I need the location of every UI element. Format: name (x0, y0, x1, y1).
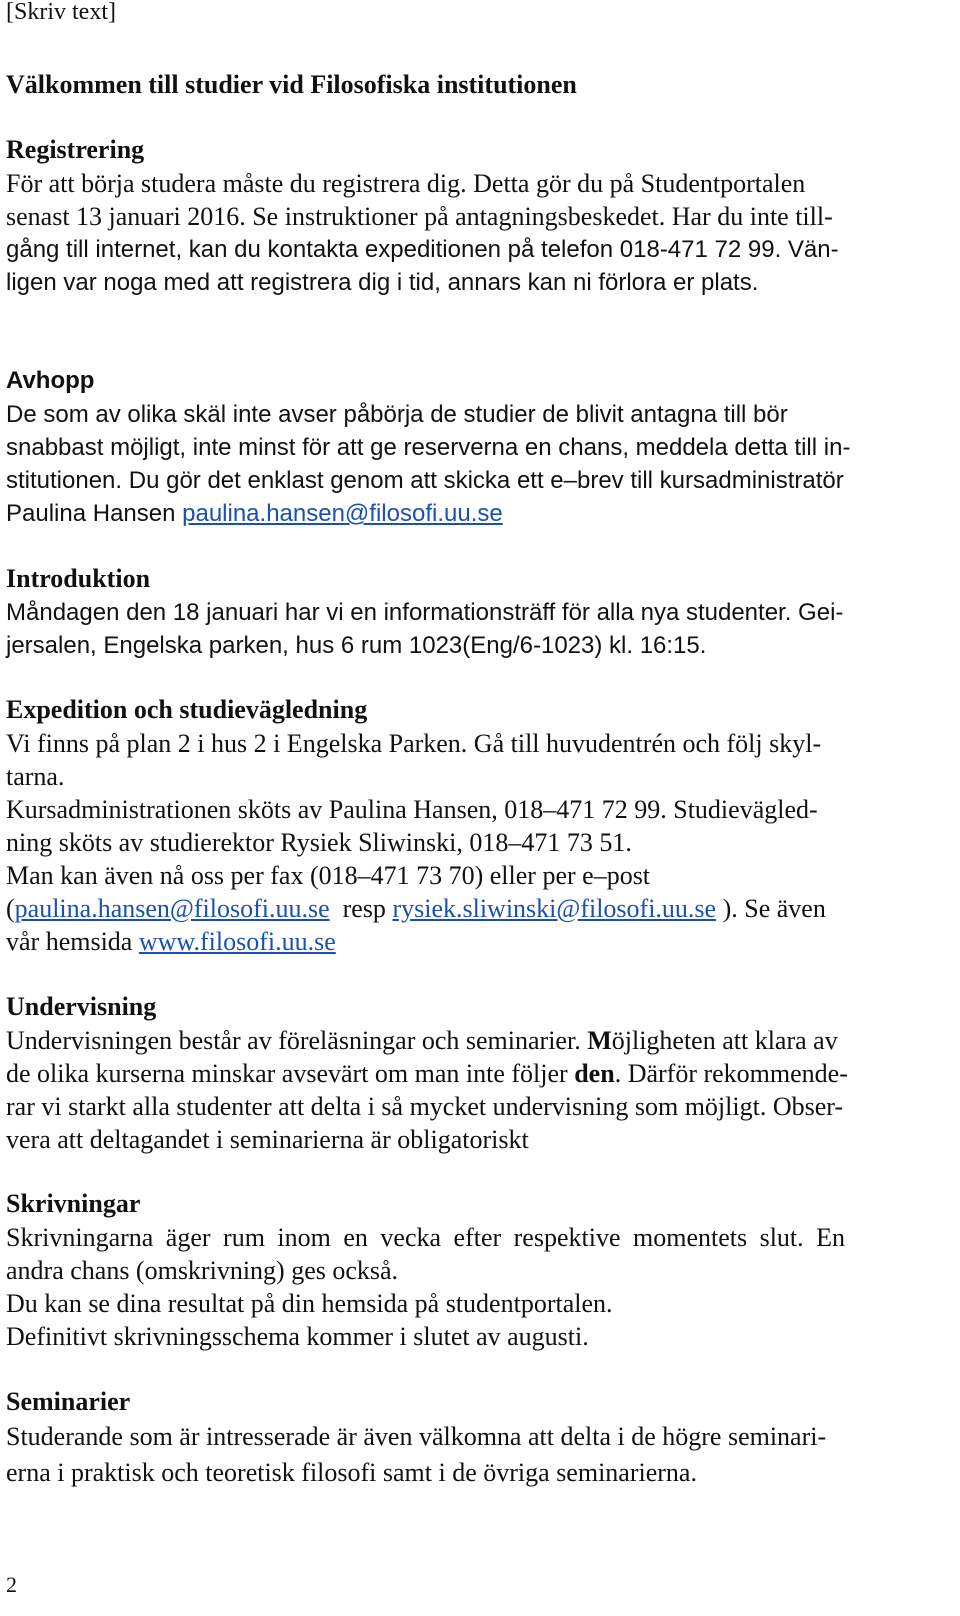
text-fragment: resp (329, 894, 393, 923)
paragraph-line: tarna. (6, 762, 65, 791)
email-link-paulina[interactable]: paulina.hansen@filosofi.uu.se (14, 894, 330, 923)
contact-name: Paulina Hansen (6, 500, 183, 527)
text-fragment: de olika kurserna minskar avsevärt om man inte följer (6, 1059, 575, 1088)
website-link[interactable]: www.filosofi.uu.se (138, 927, 336, 956)
text-fragment: Undervisningen består av föreläsningar och seminarier. (6, 1026, 588, 1055)
paragraph-line (6, 1057, 936, 1090)
page-number: 2 (6, 1572, 17, 1597)
section-heading: Introduktion (6, 564, 151, 593)
text-fragment: M (587, 1026, 612, 1055)
paragraph-line: För att börja studera måste du registrera dig. Detta gör du på Studentportalen (6, 169, 806, 198)
page-header: [Skriv text] (6, 0, 116, 25)
paragraph-line (6, 1024, 936, 1057)
paragraph-line: senast 13 januari 2016. Se instruktioner på antagningsbeskedet. Har du inte till- (6, 202, 833, 231)
paragraph-line: gång till internet, kan du kontakta expeditionen på telefon 018-471 72 99. Vän- (6, 236, 839, 263)
paragraph-line: Skrivningarna äger rum inom en vecka efter respektive momentets slut. En (6, 1223, 846, 1252)
paragraph-line: Studerande som är intresserade är även välkomna att delta i de högre seminari- (6, 1422, 827, 1451)
paragraph-line (6, 497, 936, 530)
paragraph-line (6, 925, 936, 958)
section-skrivningar (6, 1187, 936, 1353)
text-fragment: ( (6, 894, 15, 923)
section-heading: Skrivningar (6, 1189, 141, 1218)
section-registrering (6, 133, 936, 299)
page-title: Välkommen till studier vid Filosofiska institutionen (6, 70, 577, 99)
section-seminarier (6, 1385, 936, 1491)
text-fragment: öjligheten att klara av (611, 1026, 838, 1055)
paragraph-line: snabbast möjligt, inte minst för att ge reserverna en chans, meddela detta till in- (6, 434, 851, 461)
section-heading: Undervisning (6, 992, 157, 1021)
paragraph-line: ligen var noga med att registrera dig i tid, annars kan ni förlora er plats. (6, 269, 759, 296)
paragraph-line: stitutionen. Du gör det enklast genom att skicka ett e–brev till kursadministratör (6, 467, 844, 494)
section-heading: Seminarier (6, 1387, 131, 1416)
paragraph-line: ning sköts av studierektor Rysiek Sliwinski, 018–471 73 51. (6, 828, 632, 857)
section-expedition (6, 693, 936, 958)
paragraph-line: jersalen, Engelska parken, hus 6 rum 1023(Eng/6-1023) kl. 16:15. (6, 632, 707, 659)
paragraph-line: Kursadministrationen sköts av Paulina Hansen, 018–471 72 99. Studievägled- (6, 795, 818, 824)
paragraph-line: Måndagen den 18 januari har vi en informationsträff för alla nya studenter. Gei- (6, 599, 844, 626)
paragraph-line: Vi finns på plan 2 i hus 2 i Engelska Parken. Gå till huvudentrén och följ skyl- (6, 729, 822, 758)
paragraph-line: andra chans (omskrivning) ges också. (6, 1256, 399, 1285)
paragraph-line: De som av olika skäl inte avser påbörja de studier de blivit antagna till bör (6, 401, 788, 428)
paragraph-line: Man kan även nå oss per fax (018–471 73 70) eller per e–post (6, 861, 651, 890)
paragraph-line: Definitivt skrivningsschema kommer i slutet av augusti. (6, 1322, 589, 1351)
paragraph-line: rar vi starkt alla studenter att delta i så mycket undervisning som möjligt. Obser- (6, 1092, 844, 1121)
section-heading: Avhopp (6, 367, 95, 394)
text-fragment: ). Se även (716, 894, 826, 923)
text-fragment: den (574, 1059, 615, 1088)
section-undervisning (6, 990, 936, 1156)
paragraph-line: Du kan se dina resultat på din hemsida på studentportalen. (6, 1289, 613, 1318)
paragraph-line (6, 892, 936, 925)
text-fragment: . Därför rekommende- (614, 1059, 848, 1088)
paragraph-line: erna i praktisk och teoretisk filosofi samt i de övriga seminarierna. (6, 1458, 697, 1487)
section-avhopp (6, 364, 936, 530)
email-link[interactable]: paulina.hansen@filosofi.uu.se (182, 500, 503, 527)
email-link-rysiek[interactable]: rysiek.sliwinski@filosofi.uu.se (392, 894, 717, 923)
paragraph-line: vera att deltagandet i seminarierna är obligatoriskt (6, 1125, 529, 1154)
section-introduktion (6, 562, 936, 662)
section-heading: Registrering (6, 135, 145, 164)
section-heading: Expedition och studievägledning (6, 695, 368, 724)
text-fragment: vår hemsida (6, 927, 139, 956)
